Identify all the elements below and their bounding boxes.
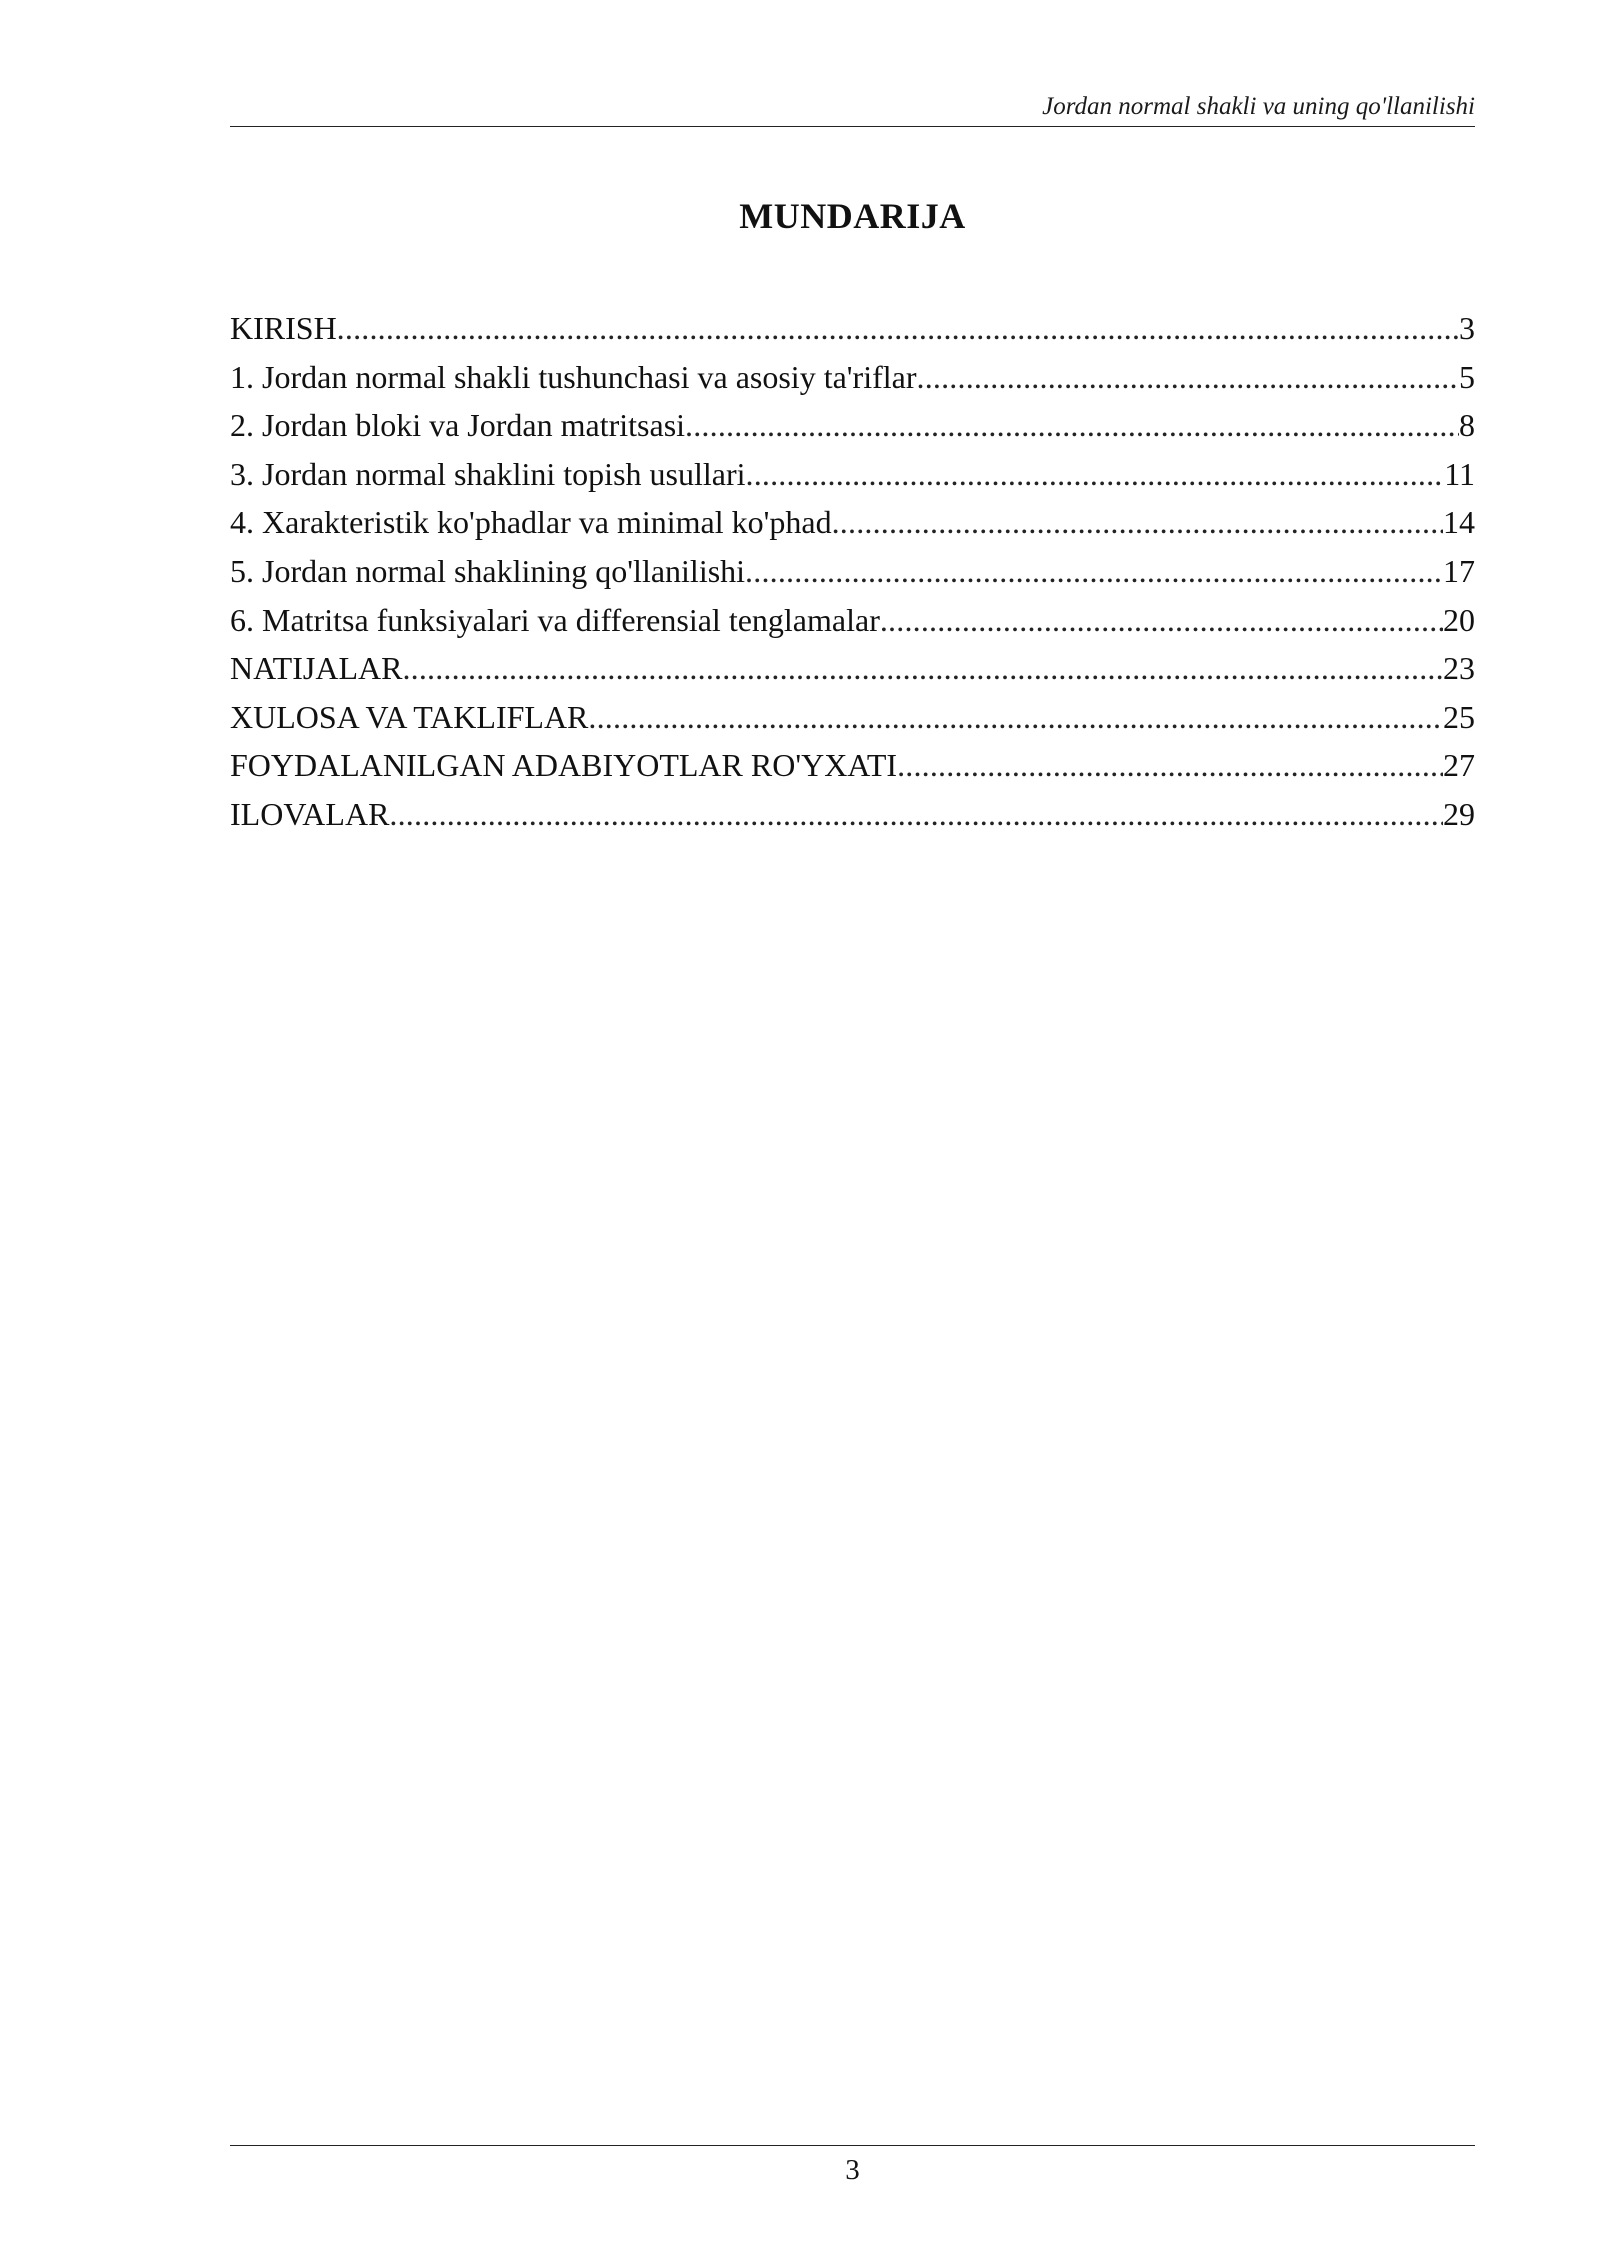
toc-entry-section-1[interactable] bbox=[230, 353, 1475, 402]
header-divider bbox=[230, 126, 1475, 127]
toc-dot-leader bbox=[832, 498, 1443, 547]
toc-entry-page: 3 bbox=[1459, 310, 1475, 346]
toc-entry-label: 2. Jordan bloki va Jordan matritsasi bbox=[230, 407, 686, 444]
toc-entry-label: 5. Jordan normal shaklining qo'llanilishi bbox=[230, 552, 746, 589]
toc-entry-page: 5 bbox=[1459, 358, 1475, 395]
toc-entry-page: 29 bbox=[1443, 795, 1475, 832]
toc-entry-page: 8 bbox=[1459, 407, 1475, 444]
toc-entry-natijalar[interactable] bbox=[230, 644, 1475, 693]
toc-entry-section-5[interactable] bbox=[230, 547, 1475, 596]
page-number: 3 bbox=[845, 2154, 860, 2186]
toc-dot-leader bbox=[897, 741, 1443, 790]
toc-title: MUNDARIJA bbox=[739, 196, 966, 236]
toc-entry-section-4[interactable] bbox=[230, 498, 1475, 547]
toc-dot-leader bbox=[880, 596, 1443, 645]
toc-entry-label: 3. Jordan normal shaklini topish usullari bbox=[230, 455, 746, 492]
toc-entry-label: NATIJALAR bbox=[230, 650, 403, 687]
footer-divider bbox=[230, 2145, 1475, 2146]
toc-entry-ilovalar[interactable] bbox=[230, 790, 1475, 839]
toc-dot-leader bbox=[745, 547, 1443, 596]
toc-entry-page: 20 bbox=[1443, 601, 1475, 638]
toc-dot-leader bbox=[337, 304, 1459, 353]
toc-entry-xulosa[interactable] bbox=[230, 693, 1475, 742]
toc-entry-section-3[interactable] bbox=[230, 450, 1475, 499]
toc-entry-label: KIRISH bbox=[230, 310, 337, 346]
toc-dot-leader bbox=[746, 450, 1445, 499]
toc-entry-adabiyotlar[interactable] bbox=[230, 741, 1475, 790]
toc-entry-label: 6. Matritsa funksiyalari va differensial tenglamalar bbox=[230, 601, 880, 638]
toc-entry-page: 25 bbox=[1443, 698, 1475, 735]
toc-entry-section-6[interactable] bbox=[230, 596, 1475, 645]
table-of-contents bbox=[230, 304, 1475, 839]
toc-dot-leader bbox=[588, 693, 1443, 742]
toc-entry-page: 14 bbox=[1443, 504, 1475, 541]
toc-entry-label: XULOSA VA TAKLIFLAR bbox=[230, 698, 589, 735]
toc-entry-label: FOYDALANILGAN ADABIYOTLAR RO'YXATI bbox=[230, 747, 898, 784]
toc-dot-leader bbox=[917, 353, 1460, 402]
toc-dot-leader bbox=[389, 790, 1443, 839]
toc-entry-page: 11 bbox=[1444, 455, 1475, 492]
toc-entry-label: 1. Jordan normal shakli tushunchasi va asosiy ta'riflar bbox=[230, 358, 917, 395]
toc-entry-kirish[interactable] bbox=[230, 304, 1475, 353]
toc-entry-page: 17 bbox=[1443, 552, 1475, 589]
toc-entry-page: 27 bbox=[1443, 747, 1475, 784]
toc-dot-leader bbox=[685, 401, 1459, 450]
toc-entry-label: 4. Xarakteristik ko'phadlar va minimal ko'phad bbox=[230, 504, 832, 541]
toc-entry-section-2[interactable] bbox=[230, 401, 1475, 450]
running-header: Jordan normal shakli va uning qo'llanilishi bbox=[1042, 93, 1475, 120]
toc-dot-leader bbox=[402, 644, 1443, 693]
toc-entry-page: 23 bbox=[1443, 650, 1475, 687]
toc-entry-label: ILOVALAR bbox=[230, 795, 390, 832]
